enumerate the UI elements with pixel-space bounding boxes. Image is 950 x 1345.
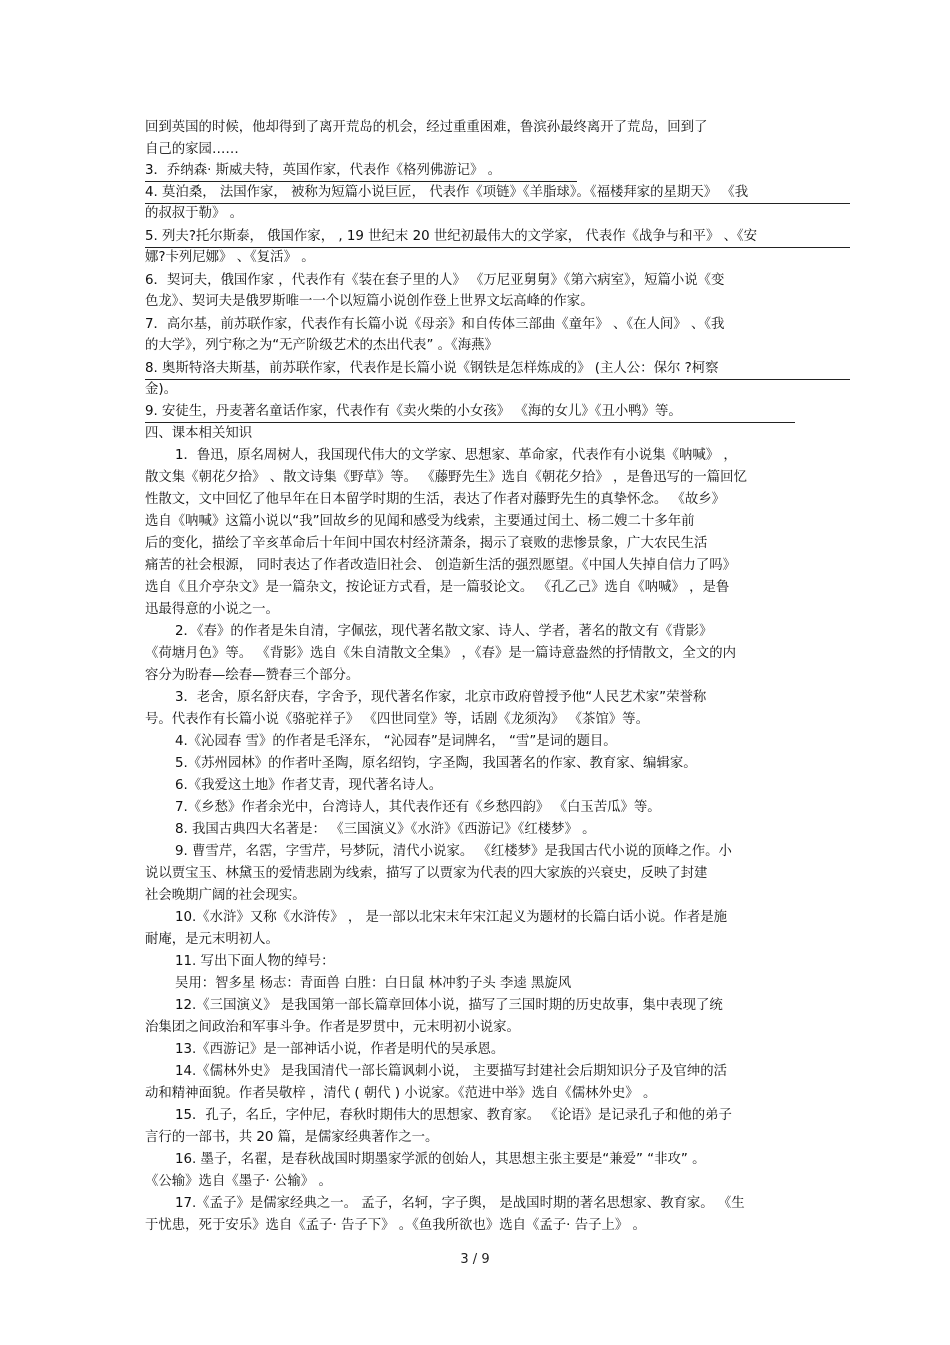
text-line: 痛苦的社会根源， 同时表达了作者改造旧社会、 创造新生活的强烈愿望。《中国人失掉自信力了吗》 xyxy=(145,558,736,573)
text-line: 12.《三国演义》 是我国第一部长篇章回体小说，描写了三国时期的历史故事，集中表现了统 xyxy=(175,998,723,1013)
text-line: 6．契诃夫，俄国作家 ，代表作有《装在套子里的人》 《万尼亚舅舅》《第六病室》，短篇小说《变 xyxy=(145,273,725,288)
text-line: 16. 墨子，名翟，是春秋战国时期墨家学派的创始人，其思想主张主要是“兼爱” “非攻” 。 xyxy=(175,1152,706,1167)
text-line: 17.《孟子》是儒家经典之一。 孟子，名轲，字子舆， 是战国时期的著名思想家、教育家。 《生 xyxy=(175,1196,745,1211)
text-line: 《荷塘月色》等。 《背影》选自《朱自清散文全集》 ，《春》是一篇诗意盎然的抒情散文，全文的内 xyxy=(145,646,736,661)
text-line: 选自《呐喊》这篇小说以“我”回故乡的见闻和感受为线索，主要通过闰土、杨二嫂二十多年前 xyxy=(145,514,695,529)
text-line: 社会晚期广阔的社会现实。 xyxy=(145,888,306,903)
text-line: 3．老舍，原名舒庆春，字舍予，现代著名作家，北京市政府曾授予他“人民艺术家”荣誉称 xyxy=(175,690,707,705)
text-line: 色龙》、契诃夫是俄罗斯唯一一个以短篇小说创作登上世界文坛高峰的作家。 xyxy=(145,294,594,309)
text-line: 娜?卡列尼娜》 、《复活》 。 xyxy=(145,250,315,265)
text-line: 容分为盼春—绘春—赞春三个部分。 xyxy=(145,668,360,683)
text-line: 耐庵，是元末明初人。 xyxy=(145,932,279,947)
text-line: 动和精神面貌。作者吴敬梓 ，清代 ( 朝代 ) 小说家。《范进中举》选自《儒林外史》 。 xyxy=(145,1086,657,1101)
text-line: 的叔叔于勒》 。 xyxy=(145,206,243,221)
text-line: 1．鲁迅，原名周树人，我国现代伟大的文学家、思想家、革命家，代表作有小说集《呐喊》 ， xyxy=(175,448,737,463)
text-line: 13.《西游记》是一部神话小说，作者是明代的吴承恩。 xyxy=(175,1042,505,1057)
text-line: 《公输》选自《墨子· 公输》 。 xyxy=(145,1174,332,1189)
text-line: 8. 奥斯特洛夫斯基，前苏联作家，代表作是长篇小说《钢铁是怎样炼成的》 (主人公：保尔 ?柯察 xyxy=(145,359,850,380)
text-line: 8. 我国古典四大名著是： 《三国演义》《水浒》《西游记》《红楼梦》 。 xyxy=(175,822,596,837)
text-line: 的大学》，列宁称之为“无产阶级艺术的杰出代表” 。《海燕》 xyxy=(145,338,498,353)
text-line: 后的变化，描绘了辛亥革命后十年间中国农村经济萧条，揭示了衰败的悲惨景象，广大农民生活 xyxy=(145,536,708,551)
text-line: 7.《乡愁》作者余光中，台湾诗人，其代表作还有《乡愁四韵》 《白玉苦瓜》等。 xyxy=(175,800,661,815)
text-line: 2．《春》的作者是朱自清，字佩弦，现代著名散文家、诗人、学者，著名的散文有《背影》 xyxy=(175,624,713,639)
text-line: 号。代表作有长篇小说《骆驼祥子》 《四世同堂》等，话剧《龙须沟》 《茶馆》等。 xyxy=(145,712,649,727)
text-line: 吴用：智多星 杨志：青面兽 白胜：白日鼠 林冲豹子头 李逵 黑旋风 xyxy=(175,976,572,991)
text-line: 自己的家园…… xyxy=(145,142,239,157)
text-line: 15．孔子，名丘，字仲尼，春秋时期伟大的思想家、教育家。 《论语》是记录孔子和他的弟子 xyxy=(175,1108,732,1123)
text-line: 10.《水浒》又称《水浒传》 ， 是一部以北宋末年宋江起义为题材的长篇白话小说。作者是施 xyxy=(175,910,728,925)
text-line: 金)。 xyxy=(145,382,178,397)
text-line: 说以贾宝玉、林黛玉的爱情悲剧为线索，描写了以贾家为代表的四大家族的兴衰史，反映了封建 xyxy=(145,866,708,881)
text-line: 9. 曹雪芹，名霑，字雪芹，号梦阮，清代小说家。 《红楼梦》是我国古代小说的顶峰之作。小 xyxy=(175,844,732,859)
text-line: 言行的一部书，共 20 篇，是儒家经典著作之一。 xyxy=(145,1130,439,1145)
text-line: 散文集《朝花夕拾》 、散文诗集《野草》等。 《藤野先生》选自《朝花夕拾》 ，是鲁迅写的一篇回忆 xyxy=(145,470,747,485)
text-line: 6.《我爱这土地》作者艾青，现代著名诗人。 xyxy=(175,778,443,793)
text-line: 11. 写出下面人物的绰号： xyxy=(175,954,335,969)
text-line: 5.《苏州园林》的作者叶圣陶，原名绍钧，字圣陶，我国著名的作家、教育家、编辑家。 xyxy=(175,756,697,771)
text-line: 3．乔纳森· 斯威夫特，英国作家，代表作《格列佛游记》 。 xyxy=(145,161,577,182)
text-line: 4. 莫泊桑， 法国作家， 被称为短篇小说巨匠， 代表作《项链》《羊脂球》。《福楼拜家的星期天》 《我 xyxy=(145,183,850,204)
page-number: 3 / 9 xyxy=(460,1252,490,1267)
text-line: 14.《儒林外史》 是我国清代一部长篇讽刺小说， 主要描写封建社会后期知识分子及官绅的活 xyxy=(175,1064,728,1079)
text-line: 于忧患，死于安乐》选自《孟子· 告子下》 。《鱼我所欲也》选自《孟子· 告子上》 。 xyxy=(145,1218,646,1233)
text-line: 5. 列夫?托尔斯泰， 俄国作家， , 19 世纪末 20 世纪初最伟大的文学家， 代表作《战争与和平》 、《安 xyxy=(145,227,850,248)
text-line: 迅最得意的小说之一。 xyxy=(145,602,279,617)
text-line: 治集团之间政治和军事斗争。作者是罗贯中，元末明初小说家。 xyxy=(145,1020,520,1035)
text-line: 9. 安徒生，丹麦著名童话作家，代表作有《卖火柴的小女孩》 《海的女儿》《丑小鸭》等。 xyxy=(145,402,795,423)
text-line: 4.《沁园春 雪》的作者是毛泽东， “沁园春”是词牌名， “雪”是词的题目。 xyxy=(175,734,617,749)
text-line: 性散文，文中回忆了他早年在日本留学时期的生活，表达了作者对藤野先生的真挚怀念。 《故乡》 xyxy=(145,492,726,507)
text-line: 7．高尔基，前苏联作家，代表作有长篇小说《母亲》和自传体三部曲《童年》 、《在人间》 、《我 xyxy=(145,317,725,332)
text-line: 回到英国的时候，他却得到了离开荒岛的机会，经过重重困难，鲁滨孙最终离开了荒岛，回到了 xyxy=(145,120,708,135)
text-line: 选自《且介亭杂文》是一篇杂文，按论证方式看，是一篇驳论文。 《孔乙己》选自《呐喊》 ，是鲁 xyxy=(145,580,730,595)
section-heading: 四、课本相关知识 xyxy=(145,426,253,441)
